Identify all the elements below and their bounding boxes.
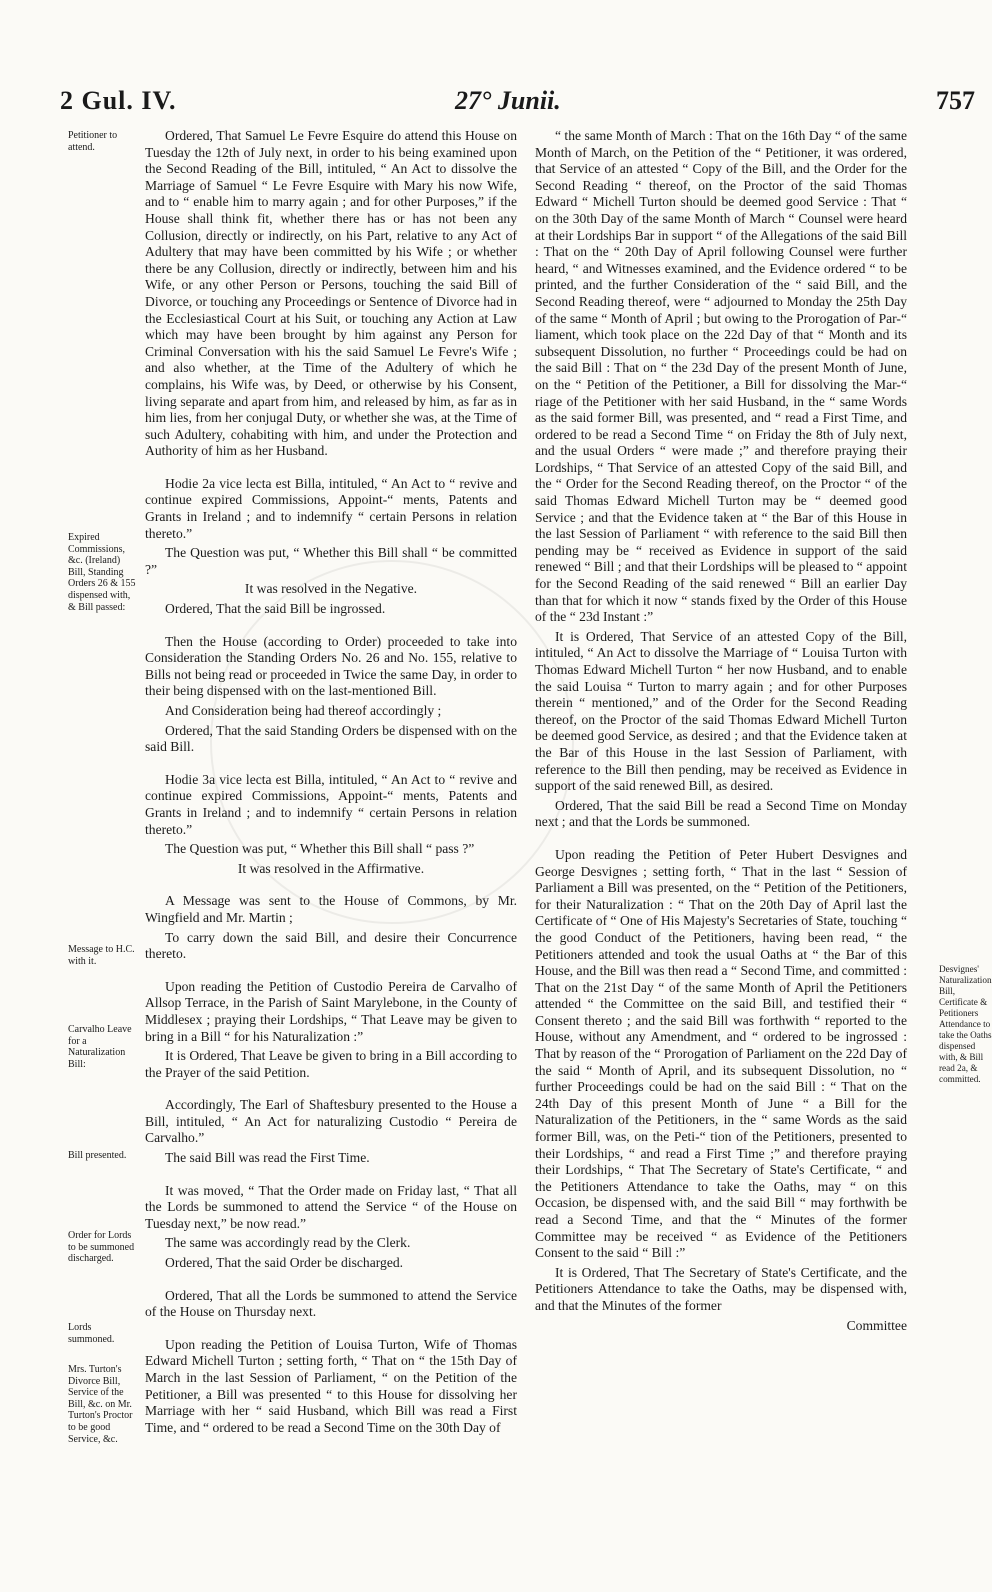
- page-header: [60, 86, 975, 122]
- left-column: [145, 128, 517, 1439]
- margin-note: Message to H.C. with it.: [68, 944, 135, 967]
- margin-note: Bill presented.: [68, 1150, 127, 1161]
- paragraph: It is Ordered, That The Secretary of State's Certificate, and the Petitioners Attendance to take the Oaths, may be dispensed with, and that the Minutes of the former: [535, 1264, 907, 1313]
- paragraph: Hodie 2a vice lecta est Billa, intituled, “ An Act to “ revive and continue expired Commissions, Appoint-“ ments, Patents and Grants in Ireland ; and to indemnify “ certain Persons in relation thereto.”: [145, 475, 517, 541]
- paragraph: Upon reading the Petition of Peter Hubert Desvignes and George Desvignes ; setting forth, “ That in the last “ Session of Parliament a Bill was presented, on the “ Petition of the Petitioners, for their Naturalization : “ That on the 20th Day of April last the Certificate of “ One of His Majesty's Secretaries of State, touching “ the good Conduct of the Petitioners, having been read, “ the Petitioners attended and took the usual Oaths at “ the Bar of this House, and the Bill was then read a “ Second Time, and committed : That on the 21st Day “ of the same Month of April the Petitioners attended “ the Committee on the said Bill, and testified their “ Consent thereto ; and the said Bill was forthwith “ reported to the House, without any Amendment, and “ ordered to be ingrossed : That by reason of the “ Prorogation of Parliament on the 22d Day of the said “ Month of April, and its subsequent Dissolution, no “ further Proceedings could be had on the said Bill : “ That on the 24th Day of this present Month of June “ a Bill for the Naturalization of the Petitioners, in the “ same Words as the said former Bill, was, on the Peti-“ tion of the Petitioners, presented to their Lordships, “ and read a First Time ;” and therefore praying their Lordships, “ That The Secretary of State's Certificate, “ and the Petitioners Attendance to take the Oaths, may “ on this Occasion, be dispensed with, and the said Bill “ may forthwith be read a Second Time, and that the “ Minutes of the former Committee may be received “ as Evidence of the Petitioners Consent to the said “ Bill :”: [535, 846, 907, 1261]
- paragraph: The Question was put, “ Whether this Bill shall “ be committed ?”: [145, 545, 517, 577]
- regnal-year: 2 Gul. IV.: [60, 86, 177, 115]
- paragraph: The Question was put, “ Whether this Bill shall “ pass ?”: [165, 841, 475, 857]
- right-column: [535, 128, 907, 1337]
- paragraph: “ the same Month of March : That on the 16th Day “ of the same Month of March, on the Petition of the “ Petitioner, it was ordered, that Service of an attested “ Copy of the Bill, and the Order for the Second Reading “ thereof, on the Proctor of the said Thomas Edward “ Michell Turton should be deemed good Service : That “ on the 30th Day of the same Month of March “ Counsel were heard at their Lordships Bar in support “ of the Allegations of the said Bill : That on the “ 20th Day of April following Counsel were further heard, “ and Witnesses examined, and the Evidence ordered “ to be printed, and the further Consideration of the “ said Bill, and the Second Reading thereof, were “ adjourned to Monday the 25th Day of the same “ Month of April ; but owing to the Prorogation of Par-“ liament, which took place on the 22d Day of that “ Month and its subsequent Dissolution, no further “ Proceedings could be had on the said Bill : That on “ the 23d Day of the present Month of June, on the “ Petition of the Petitioner, a Bill for dissolving the Mar-“ riage of the Petitioner with her said Husband, in the “ same Words as the said former Bill, was presented, and “ read a First Time, and ordered to be read a Second Time “ on Friday the 8th of July next, and the usual Orders “ were made ;” and therefore praying their Lordships, “ That Service of an attested Copy of the said Bill, and the “ Order for the Second Reading thereof, on the Proctor “ of the said Thomas Edward Michell Turton may be “ deemed good Service ; and that the Evidence taken at “ the Bar of this House in the last Session of Parliament “ with reference to the said Bill then pending may be “ received as Evidence in support of the said renewed “ Bill ; and that their Lordships will be pleased to “ appoint for the Second Reading of the said renewed “ Bill an earlier Day than that for which it now “ stands fixed by the Order of this House of the “ 23d Instant :”: [535, 128, 907, 625]
- paragraph: Hodie 3a vice lecta est Billa, intituled, “ An Act to “ revive and continue expired Commissions, Appoint-“ ments, Patents and Grants in Ireland ; and to indemnify “ certain Persons in relation thereto.”: [145, 771, 517, 837]
- margin-note: Expired Commissions, &c. (Ireland) Bill, Standing Orders 26 & 155 dispensed with, & Bill passed:: [68, 532, 136, 613]
- paragraph: It is Ordered, That Service of an attested Copy of the Bill, intituled, “ An Act to dissolve the Marriage of “ Louisa Turton with Thomas Edward Michell Turton “ her now Husband, and to enable the said Louisa “ Turton to marry again ; and for other Purposes therein “ mentioned,” and of the Order for the Second Reading thereof, on the Proctor of the said Thomas Edward Michell Turton be deemed good Service, as desired ; and that the Evidence taken at the Bar of this House in the last Session of Parliament, with reference to the Bill then pending, may be received as Evidence in support of the said renewed Bill, as desired.: [535, 628, 907, 794]
- paragraph: It was resolved in the Affirmative.: [237, 860, 425, 876]
- paragraph: Upon reading the Petition of Custodio Pereira de Carvalho of Allsop Terrace, in the Parish of Saint Marylebone, in the County of Middlesex ; praying their Lordships, “ That Leave may be given to bring in a Bill “ for his Naturalization :”: [145, 978, 517, 1044]
- paragraph: It was moved, “ That the Order made on Friday last, “ That all the Lords be summoned to attend the Service “ of the House on Tuesday next,” be now read.”: [145, 1182, 517, 1231]
- margin-note: Carvalho Leave for a Naturalization Bill:: [68, 1024, 132, 1070]
- paragraph: Upon reading the Petition of Louisa Turton, Wife of Thomas Edward Michell Turton ; setting forth, “ That on “ the 15th Day of March in the last Session of Parliament, “ on the Petition of the Petitioner, a Bill was presented “ to this House for dissolving her Marriage with her “ said Husband, which Bill was read a First Time, and “ ordered to be read a Second Time on the 30th Day of: [145, 1336, 517, 1435]
- margin-note: Mrs. Turton's Divorce Bill, Service of the Bill, &c. on Mr. Turton's Proctor to be good Service, &c.: [68, 1364, 133, 1445]
- margin-note: Lords summoned.: [68, 1322, 115, 1345]
- page-date: 27° Junii.: [455, 86, 561, 115]
- page-number: 757: [936, 86, 975, 115]
- paragraph: Ordered, That Samuel Le Fevre Esquire do attend this House on Tuesday the 12th of July next, in order to his being examined upon the Second Reading of the Bill, intituled, “ An Act to dissolve the Marriage of Samuel “ Le Fevre Esquire with Mary his now Wife, and to “ enable him to marry again ; and for other Purposes,” if the House shall think fit, whether there has or has not been any Collusion, directly or indirectly, on his Part, relative to any Act of Adultery that may have been committed by his Wife ; or whether there be any Collusion, directly or indirectly, between him and his Wife, or any other Person or Persons, touching the said Bill of Divorce, or touching any Proceedings or Sentence of Divorce had in the Ecclesiastical Court at his Suit, or touching any Action at Law which may have been brought by him against any Person for Criminal Conversation with his the said Samuel Le Fevre's Wife ; and also whether, at the Time of the Adultery of which he complains, his Wife was, by Deed, or otherwise by his Consent, living separate and apart from him, and released by him, as far as in him lies, from her conjugal Duty, or whether she was, at the Time of such Adultery, cohabiting with him, and under the Protection and Authority of him as her Husband.: [145, 128, 517, 459]
- paragraph: Ordered, That the said Standing Orders be dispensed with on the said Bill.: [145, 722, 517, 755]
- paragraph: Then the House (according to Order) proceeded to take into Consideration the Standing Orders No. 26 and No. 155, relative to Bills not being read or proceeded in Twice the same Day, in order to their being dispensed with on the last-mentioned Bill.: [145, 633, 517, 699]
- paragraph: Ordered, That the said Bill be read a Second Time on Monday next ; and that the Lords be summoned.: [535, 797, 907, 830]
- paragraph: And Consideration being had thereof accordingly ;: [165, 703, 442, 718]
- margin-note: Petitioner to attend.: [68, 130, 118, 153]
- paragraph: Accordingly, The Earl of Shaftesbury presented to the House a Bill, intituled, “ An Act for naturalizing Custodio “ Pereira de Carvalho.”: [145, 1097, 517, 1146]
- paragraph: It was resolved in the Negative.: [244, 581, 418, 597]
- catchword: Committee: [846, 1317, 907, 1333]
- margin-note: Order for Lords to be summoned discharged.: [68, 1230, 135, 1265]
- paragraph: Ordered, That the said Order be discharged.: [165, 1255, 404, 1271]
- paragraph: It is Ordered, That Leave be given to bring in a Bill according to the Prayer of the said Petition.: [145, 1048, 517, 1080]
- paragraph: The said Bill was read the First Time.: [165, 1150, 370, 1166]
- paragraph: Ordered, That the said Bill be ingrossed.: [165, 601, 386, 617]
- paragraph: A Message was sent to the House of Commons, by Mr. Wingfield and Mr. Martin ;: [145, 893, 517, 925]
- paragraph: To carry down the said Bill, and desire their Concurrence thereto.: [145, 929, 517, 962]
- margin-note: Desvignes' Naturalization Bill, Certificate & Petitioners Attendance to take the Oaths dispensed with, & Bill read 2a, & committed.: [939, 964, 992, 1084]
- paragraph: The same was accordingly read by the Clerk.: [165, 1235, 411, 1251]
- paragraph: Ordered, That all the Lords be summoned to attend the Service of the House on Thursday next.: [145, 1287, 517, 1320]
